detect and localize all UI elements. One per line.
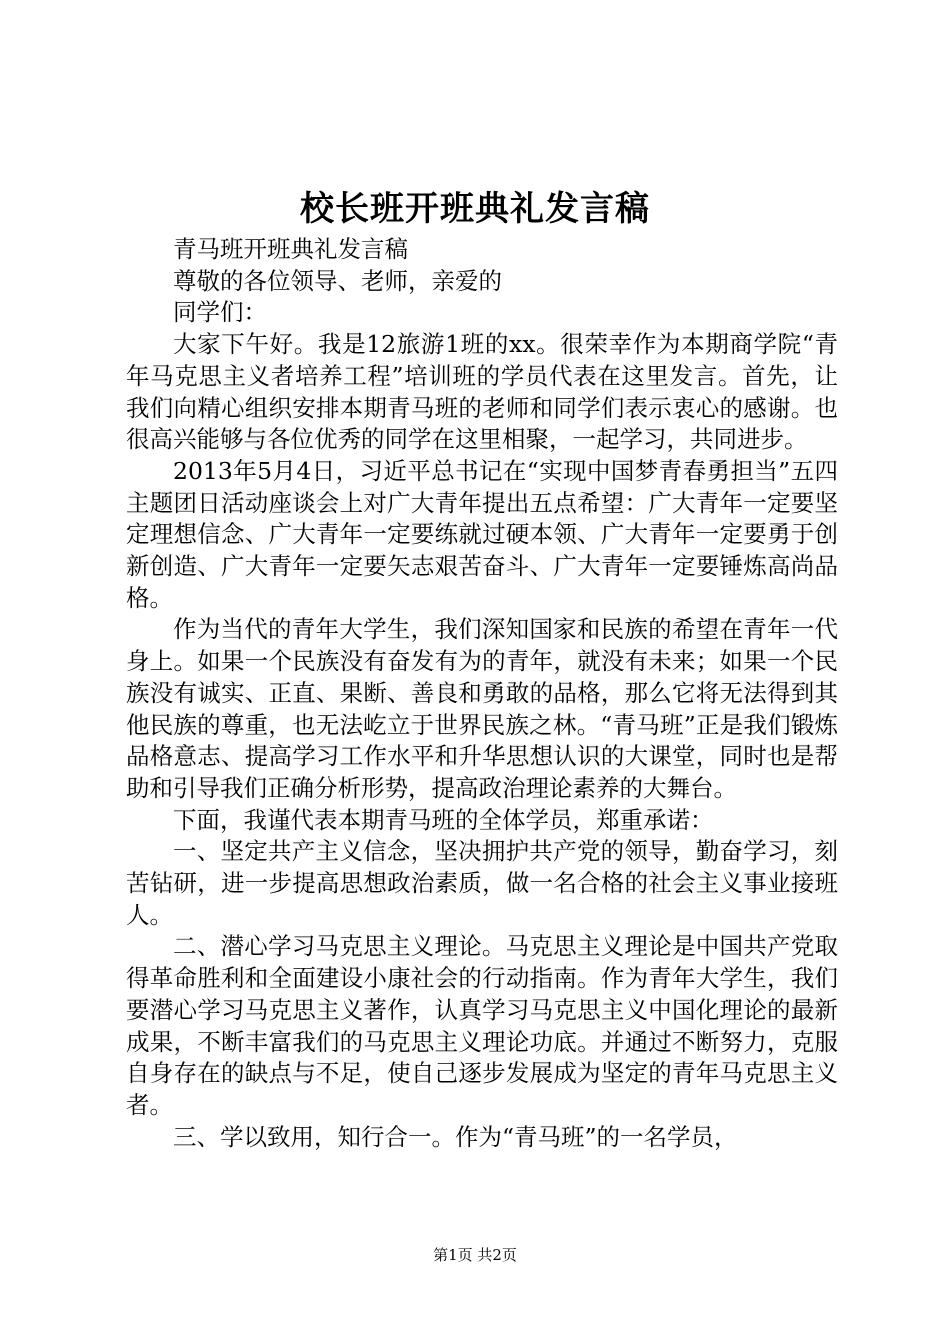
- paragraph-salutation-cont: 同学们：: [173, 298, 267, 327]
- paragraph-five-hopes: 2013年5月4日，习近平总书记在“实现中国梦青春勇担当”五四主题团日活动座谈会上对广大青年提出五点希望：广大青年一定要坚定理想信念、广大青年一定要练就过硬本领、广大青年一定要勇于创新创造、广大青年一定要矢志艰苦奋斗、广大青年一定要锤炼高尚品格。: [126, 456, 838, 612]
- paragraph-pledge-one: 一、坚定共产主义信念，坚决拥护共产党的领导，勤奋学习，刻苦钻研，进一步提高思想政治素质，做一名合格的社会主义事业接班人。: [126, 837, 838, 929]
- paragraph-salutation: 尊敬的各位领导、老师，亲爱的: [173, 266, 502, 295]
- document-title: 校长班开班典礼发言稿: [300, 189, 650, 229]
- page-number-footer: 第1页 共2页: [433, 1246, 517, 1264]
- paragraph-youth-role: 作为当代的青年大学生，我们深知国家和民族的希望在青年一代身上。如果一个民族没有奋发有为的青年，就没有未来；如果一个民族没有诚实、正直、果断、善良和勇敢的品格，那么它将无法得到其他民族的尊重，也无法屹立于世界民族之林。“青马班”正是我们锻炼品格意志、提高学习工作水平和升华思想认识的大课堂，同时也是帮助和引导我们正确分析形势，提高政治理论素养的大舞台。: [126, 615, 838, 802]
- paragraph-pledge-intro: 下面，我谨代表本期青马班的全体学员，郑重承诺：: [173, 805, 714, 834]
- paragraph-heading: 青马班开班典礼发言稿: [173, 235, 408, 263]
- paragraph-greeting: 大家下午好。我是12旅游1班的xx。很荣幸作为本期商学院“青年马克思主义者培养工程”培训班的学员代表在这里发言。首先，让我们向精心组织安排本期青马班的老师和同学们表示衷心的感谢。也很高兴能够与各位优秀的同学在这里相聚，一起学习，共同进步。: [126, 330, 838, 454]
- paragraph-pledge-two: 二、潜心学习马克思主义理论。马克思主义理论是中国共产党取得革命胜利和全面建设小康社会的行动指南。作为青年大学生，我们要潜心学习马克思主义著作，认真学习马克思主义中国化理论的最新成果，不断丰富我们的马克思主义理论功底。并通过不断努力，克服自身存在的缺点与不足，使自己逐步发展成为坚定的青年马克思主义者。: [126, 932, 838, 1119]
- paragraph-pledge-three: 三、学以致用，知行合一。作为“青马班”的一名学员，: [173, 1122, 738, 1151]
- document-body: [126, 234, 838, 1153]
